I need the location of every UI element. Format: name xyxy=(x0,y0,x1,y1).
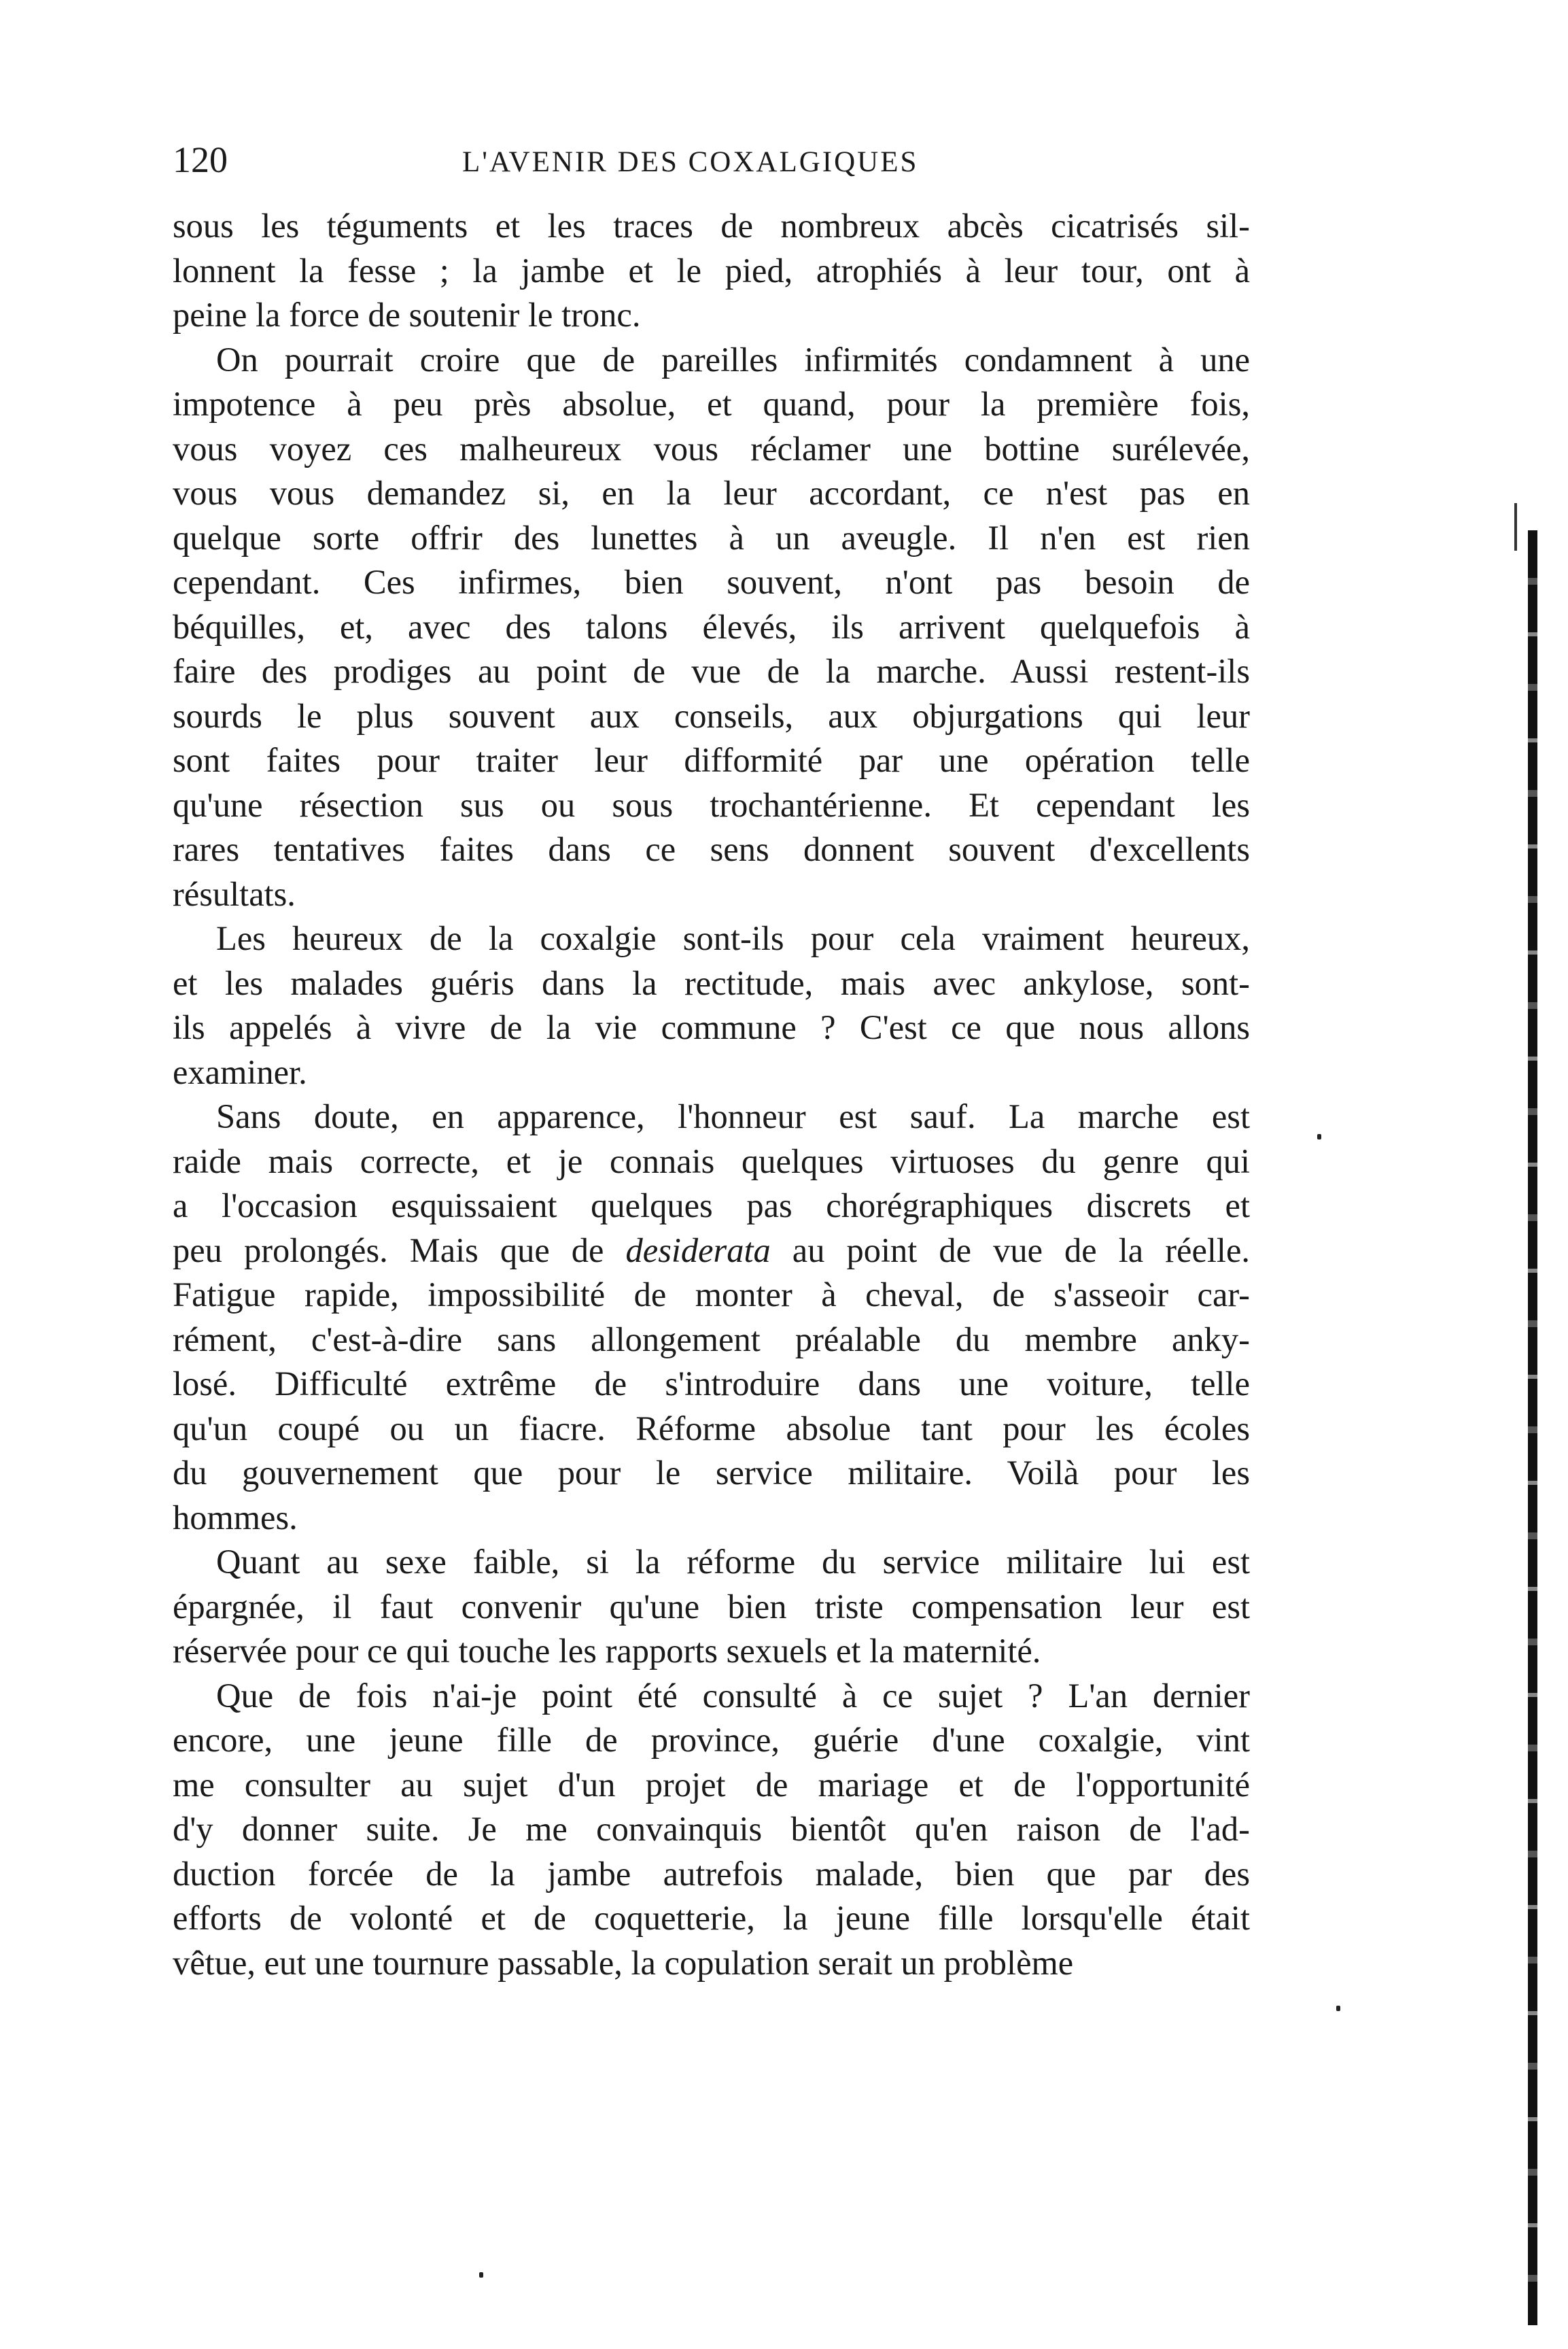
text-line: quelque sorte offrir des lunettes à un aveugle. Il n'en est rien xyxy=(173,518,1250,557)
text-line: réservée pour ce qui touche les rapports sexuels et la maternité. xyxy=(173,1632,1041,1670)
paragraph xyxy=(173,204,1250,338)
text-line: me consulter au sujet d'un projet de mariage et de l'opportunité xyxy=(173,1765,1250,1804)
page-number: 120 xyxy=(173,139,228,180)
text-line: Que de fois n'ai-je point été consulté à ce sujet ? L'an dernier xyxy=(216,1676,1250,1715)
text-line: résultats. xyxy=(173,874,296,913)
scan-edge-mark xyxy=(1514,503,1517,551)
text-line: sous les téguments et les traces de nombreux abcès cicatrisés sil- xyxy=(173,207,1250,245)
text-line: impotence à peu près absolue, et quand, pour la première fois, xyxy=(173,385,1250,423)
text-line: lonnent la fesse ; la jambe et le pied, atrophiés à leur tour, ont à xyxy=(173,251,1250,290)
paragraph xyxy=(173,1540,1250,1674)
paragraph xyxy=(173,916,1250,1095)
text-line: a l'occasion esquissaient quelques pas chorégraphiques discrets et xyxy=(173,1186,1250,1224)
text-line: hommes. xyxy=(173,1498,298,1537)
text-line: du gouvernement que pour le service militaire. Voilà pour les xyxy=(173,1454,1250,1492)
binding-shadow xyxy=(1528,530,1537,2325)
text-line: peine la force de soutenir le tronc. xyxy=(173,296,641,334)
italic-term: desiderata xyxy=(625,1231,771,1269)
text-line: d'y donner suite. Je me convainquis bientôt qu'en raison de l'ad- xyxy=(173,1810,1250,1848)
text-line: ils appelés à vivre de la vie commune ? C'est ce que nous allons xyxy=(173,1008,1250,1046)
text-line: épargnée, il faut convenir qu'une bien triste compensation leur est xyxy=(173,1587,1250,1626)
text-line: sont faites pour traiter leur difformité par une opération telle xyxy=(173,741,1250,779)
text-line: sourds le plus souvent aux conseils, aux objurgations qui leur xyxy=(173,696,1250,735)
paragraph xyxy=(173,338,1250,917)
text-line: duction forcée de la jambe autrefois malade, bien que par des xyxy=(173,1854,1250,1893)
paragraph xyxy=(173,1674,1250,1986)
text-line: cependant. Ces infirmes, bien souvent, n'ont pas besoin de xyxy=(173,563,1250,601)
text-line: et les malades guéris dans la rectitude, mais avec ankylose, sont- xyxy=(173,963,1250,1002)
text-line: Les heureux de la coxalgie sont-ils pour cela vraiment heureux, xyxy=(216,919,1250,957)
text-line: Fatigue rapide, impossibilité de monter à cheval, de s'asseoir car- xyxy=(173,1275,1250,1314)
running-head: L'AVENIR DES COXALGIQUES xyxy=(462,146,919,178)
body-text xyxy=(173,204,1250,1985)
text-line: rares tentatives faites dans ce sens donnent souvent d'excellents xyxy=(173,830,1250,868)
text-line: faire des prodiges au point de vue de la marche. Aussi restent-ils xyxy=(173,652,1250,690)
text-line: losé. Difficulté extrême de s'introduire dans une voiture, telle xyxy=(173,1365,1250,1403)
paragraph xyxy=(173,1095,1250,1540)
scan-speck xyxy=(479,2272,483,2278)
text-line: peu prolongés. Mais que de desiderata au point de vue de la réelle. xyxy=(173,1231,1250,1269)
text-line: examiner. xyxy=(173,1052,307,1091)
text-line: vous vous demandez si, en la leur accordant, ce n'est pas en xyxy=(173,474,1250,512)
text-line: qu'un coupé ou un fiacre. Réforme absolue tant pour les écoles xyxy=(173,1409,1250,1447)
text-line: rément, c'est-à-dire sans allongement préalable du membre anky- xyxy=(173,1320,1250,1358)
text-line: Sans doute, en apparence, l'honneur est sauf. La marche est xyxy=(216,1097,1250,1135)
scan-speck xyxy=(1317,1134,1321,1139)
text-line: On pourrait croire que de pareilles infirmités condamnent à une xyxy=(216,340,1250,379)
text-line: qu'une résection sus ou sous trochantérienne. Et cependant les xyxy=(173,785,1250,824)
text-line: raide mais correcte, et je connais quelques virtuoses du genre qui xyxy=(173,1142,1250,1180)
text-line: béquilles, et, avec des talons élevés, ils arrivent quelquefois à xyxy=(173,607,1250,646)
text-line: efforts de volonté et de coquetterie, la jeune fille lorsqu'elle était xyxy=(173,1899,1250,1937)
text-line: Quant au sexe faible, si la réforme du service militaire lui est xyxy=(216,1543,1250,1581)
text-line: encore, une jeune fille de province, guérie d'une coxalgie, vint xyxy=(173,1721,1250,1759)
text-line: vous voyez ces malheureux vous réclamer une bottine surélevée, xyxy=(173,429,1250,468)
text-line: vêtue, eut une tournure passable, la copulation serait un problème xyxy=(173,1943,1074,1982)
scan-speck xyxy=(1336,2006,1340,2011)
